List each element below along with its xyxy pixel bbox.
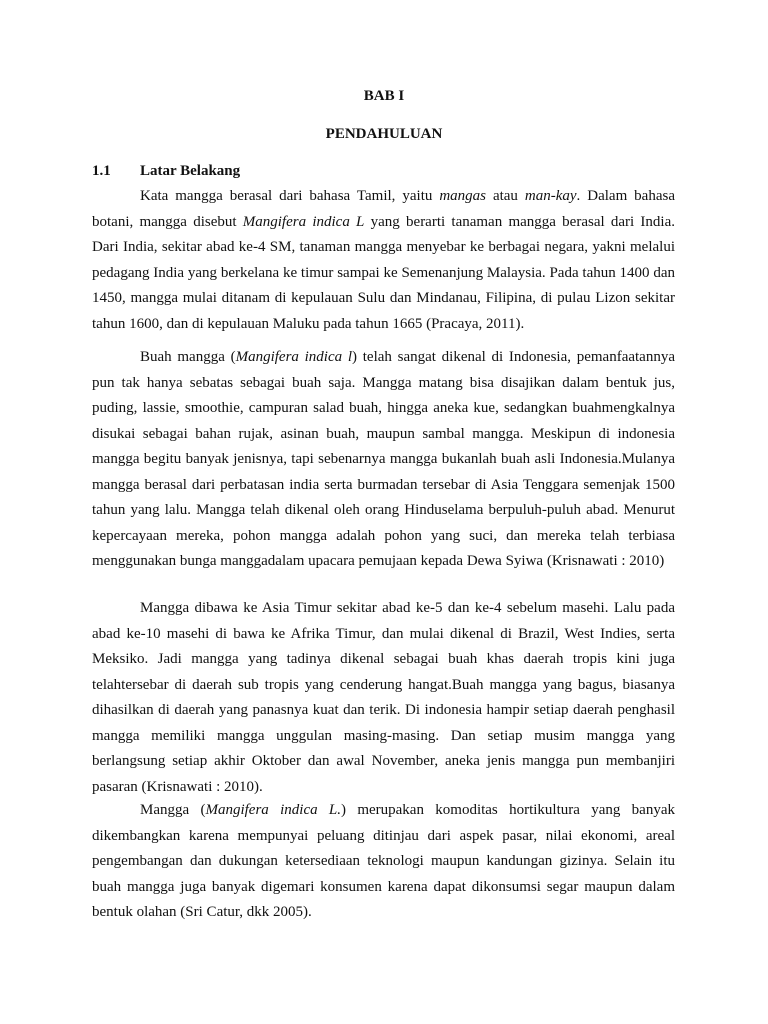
italic-text: mangas bbox=[439, 188, 486, 204]
italic-text: man-kay bbox=[524, 188, 577, 204]
paragraph-block-4 bbox=[92, 798, 675, 926]
text-run: ) merupakan komoditas hortikultura yang banyak dikembangkan karena mempunyai peluang ditinjau dari aspek pasar, nilai ekonomi, areal pengembangan dan dukungan ketersediaan teknologi maupun kandungan gizinya. Selain itu buah mangga juga banyak digemari konsumen karena dapat dikonsumsi segar maupun dalam bentuk olahan (Sri Catur, dkk 2005). bbox=[92, 802, 675, 920]
text-run: atau bbox=[486, 188, 525, 204]
paragraph-block-3 bbox=[92, 596, 675, 800]
italic-text: Mangifera indica l bbox=[235, 349, 353, 365]
text-run: Kata mangga berasal dari bahasa Tamil, yaitu bbox=[140, 188, 440, 204]
section-title: Latar Belakang bbox=[140, 163, 241, 179]
paragraph bbox=[92, 184, 675, 337]
text-run: Buah mangga ( bbox=[140, 349, 236, 365]
paragraph bbox=[92, 596, 675, 800]
text-run: . Dalam bahasa botani, mangga disebut bbox=[92, 188, 675, 230]
text-run: ) telah sangat dikenal di Indonesia, pemanfaatannya pun tak hanya sebatas sebagai buah saja. Mangga matang bisa disajikan dalam bentuk jus, puding, lassie, smoothie, campuran salad buah, hingga aneka kue, sedangkan buahmengkalnya disukai sebagai bahan rujak, asinan buah, maupun sambal mangga. Meskipun di indonesia mangga begitu banyak jenisnya, tapi sebenarnya mangga bukanlah buah asli Indonesia.Mulanya mangga berasal dari perbatasan india serta burmadan tersebar di Asia Tenggara semenjak 1500 tahun yang lalu. Mangga telah dikenal oleh orang Hinduselama berpuluh-puluh abad. Menurut kepercayaan mereka, pohon mangga adalah pohon yang suci, dan mereka telah terbiasa menggunakan bunga manggadalam upacara pemujaan kepada Dewa Syiwa (Krisnawati : 2010) bbox=[92, 349, 675, 569]
text-run: Mangga ( bbox=[140, 802, 206, 818]
italic-text: Mangifera indica L bbox=[242, 213, 365, 230]
italic-text: Mangifera indica L. bbox=[205, 802, 342, 818]
text-run: yang berarti tanaman mangga berasal dari India. Dari India, sekitar abad ke-4 SM, tanaman mangga menyebar ke berbagai negara, yakni melalui pedagang India yang berkelana ke timur sampai ke Semenanjung Malaysia. Pada tahun 1400 dan 1450, mangga mulai ditanam di kepulauan Sulu dan Mindanau, Filipina, di pulau Lizon sekitar tahun 1600, dan di kepulauan Maluku pada tahun 1665 (Pracaya, 2011). bbox=[92, 213, 675, 332]
paragraph-block-2 bbox=[92, 345, 675, 575]
section-number: 1.1 bbox=[92, 163, 111, 179]
section-heading bbox=[92, 161, 240, 181]
paragraph bbox=[92, 345, 675, 575]
text-run: Mangga dibawa ke Asia Timur sekitar abad ke-5 dan ke-4 sebelum masehi. Lalu pada abad ke-10 masehi di bawa ke Afrika Timur, dan mulai dikenal di Brazil, West Indies, serta Meksiko. Jadi mangga yang tadinya dikenal sebagai buah khas daerah tropis kini juga telahtersebar di daerah sub tropis yang cenderung hangat.Buah mangga yang bagus, biasanya dihasilkan di daerah yang panasnya kuat dan terik. Di indonesia hampir setiap daerah penghasil mangga memiliki mangga unggulan masing-masing. Dan setiap musim mangga yang berlangsung setiap akhir Oktober dan awal November, aneka jenis mangga pun membanjiri pasaran (Krisnawati : 2010). bbox=[92, 600, 675, 795]
chapter-title: PENDAHULUAN bbox=[325, 126, 443, 142]
paragraph bbox=[92, 798, 675, 926]
chapter-heading: BAB I bbox=[363, 88, 405, 104]
paragraph-block-1 bbox=[92, 184, 675, 337]
